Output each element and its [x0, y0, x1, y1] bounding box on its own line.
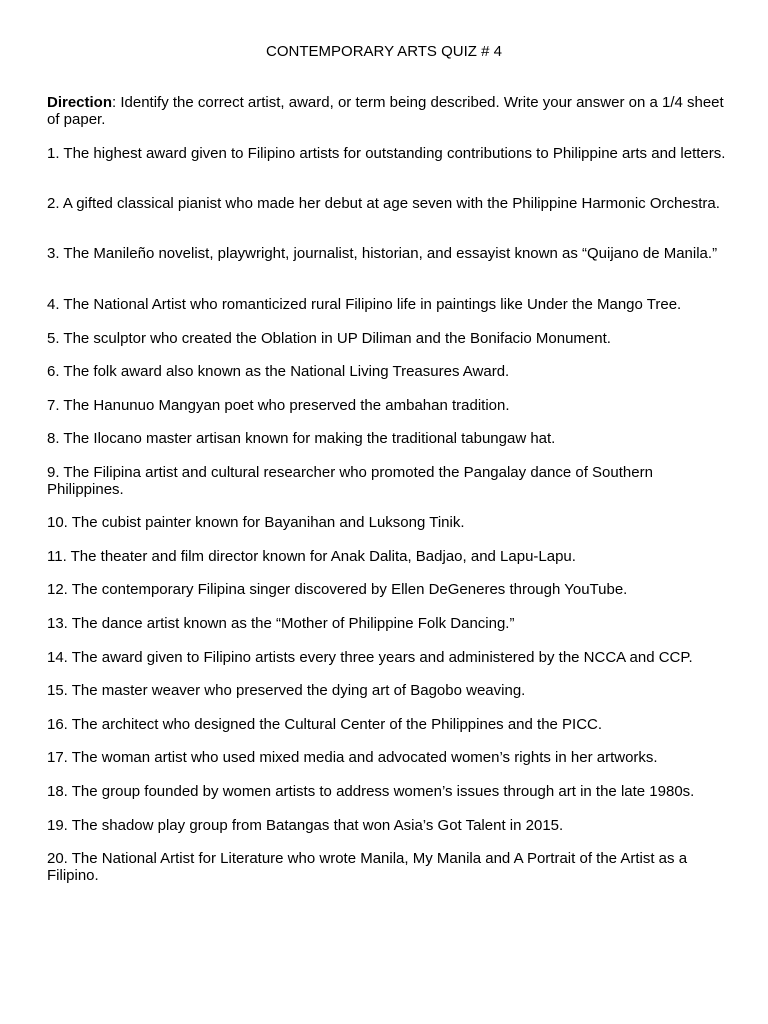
direction-label: Direction: [47, 94, 113, 111]
quiz-item-17: 17. The woman artist who used mixed media and advocated women’s rights in her artworks.: [47, 749, 658, 766]
quiz-item-19: 19. The shadow play group from Batangas that won Asia’s Got Talent in 2015.: [47, 817, 564, 834]
quiz-item-12: 12. The contemporary Filipina singer discovered by Ellen DeGeneres through YouTube.: [47, 581, 628, 598]
quiz-item-2: 2. A gifted classical pianist who made her debut at age seven with the Philippine Harmonic Orchestra.: [47, 195, 720, 212]
quiz-item-18: 18. The group founded by women artists to address women’s issues through art in the late 1980s.: [47, 783, 695, 800]
quiz-item-9: 9. The Filipina artist and cultural researcher who promoted the Pangalay dance of Southern Philippines.: [47, 464, 653, 498]
quiz-item-11: 11. The theater and film director known for Anak Dalita, Badjao, and Lapu-Lapu.: [47, 548, 576, 565]
quiz-item-1: 1. The highest award given to Filipino artists for outstanding contributions to Philippine arts and letters.: [47, 145, 726, 162]
quiz-item-6: 6. The folk award also known as the National Living Treasures Award.: [47, 363, 510, 380]
quiz-title: CONTEMPORARY ARTS QUIZ # 4: [266, 43, 502, 60]
quiz-item-20: 20. The National Artist for Literature who wrote Manila, My Manila and A Portrait of the Artist as a Filipino.: [47, 850, 688, 884]
quiz-item-13: 13. The dance artist known as the “Mother of Philippine Folk Dancing.”: [47, 615, 515, 632]
quiz-item-15: 15. The master weaver who preserved the dying art of Bagobo weaving.: [47, 682, 526, 699]
quiz-item-7: 7. The Hanunuo Mangyan poet who preserved the ambahan tradition.: [47, 397, 510, 414]
quiz-item-16: 16. The architect who designed the Cultural Center of the Philippines and the PICC.: [47, 716, 603, 733]
quiz-item-4: 4. The National Artist who romanticized rural Filipino life in paintings like Under the Mango Tree.: [47, 296, 682, 313]
quiz-item-5: 5. The sculptor who created the Oblation in UP Diliman and the Bonifacio Monument.: [47, 330, 611, 347]
quiz-item-8: 8. The Ilocano master artisan known for making the traditional tabungaw hat.: [47, 430, 556, 447]
quiz-item-3: 3. The Manileño novelist, playwright, journalist, historian, and essayist known as “Quijano de Manila.”: [47, 245, 718, 262]
quiz-item-14: 14. The award given to Filipino artists every three years and administered by the NCCA and CCP.: [47, 649, 693, 666]
direction-text: : Identify the correct artist, award, or term being described. Write your answer on a 1/4 sheet of paper.: [47, 94, 724, 128]
quiz-item-10: 10. The cubist painter known for Bayanihan and Luksong Tinik.: [47, 514, 465, 531]
direction-paragraph: [47, 94, 727, 128]
